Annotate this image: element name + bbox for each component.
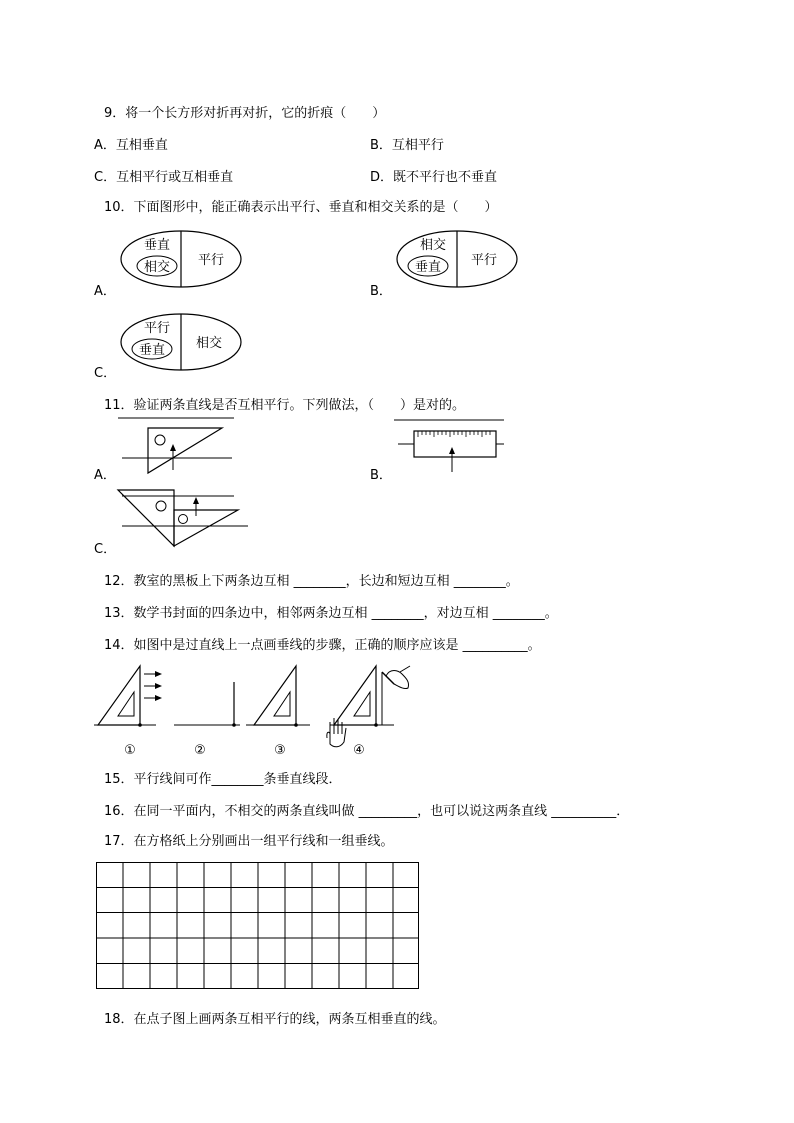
triangle-ruler-figure-a	[118, 414, 236, 476]
venn-a-right-label: 平行	[197, 253, 225, 268]
question-17: 17．在方格纸上分别画出一组平行线和一组垂线。	[104, 834, 394, 849]
question-15: 15．平行线间可作________条垂直线段．	[104, 772, 342, 787]
question-9-option-a: A．互相垂直	[94, 138, 168, 153]
step-label-2: ②	[194, 743, 206, 758]
ruler-figure-b	[394, 414, 508, 476]
grid-paper[interactable]	[96, 862, 422, 992]
question-9-option-d: D．既不平行也不垂直	[370, 170, 498, 185]
step-label-1: ①	[124, 743, 136, 758]
venn-figure-b	[396, 230, 520, 290]
venn-b-inner-label: 垂直	[414, 260, 442, 275]
question-9-stem: 9．将一个长方形对折再对折，它的折痕（ ）	[104, 106, 386, 121]
question-13: 13．数学书封面的四条边中，相邻两条边互相 ________，对边互相 ________。	[104, 606, 558, 621]
venn-a-top-label: 垂直	[143, 238, 171, 253]
question-14-stem: 14．如图中是过直线上一点画垂线的步骤，正确的顺序应该是 __________。	[104, 638, 541, 653]
question-11-option-a: A．	[94, 468, 116, 483]
venn-c-inner-label: 垂直	[138, 343, 166, 358]
question-9-option-b: B．互相平行	[370, 138, 444, 153]
venn-b-right-label: 平行	[470, 253, 498, 268]
question-10-stem: 10．下面图形中，能正确表示出平行、垂直和相交关系的是（ ）	[104, 200, 498, 215]
question-11-option-c: C．	[94, 542, 117, 557]
question-11-stem: 11．验证两条直线是否互相平行。下列做法，（ ）是对的。	[104, 398, 466, 413]
venn-figure-a	[120, 230, 244, 290]
venn-c-top-label: 平行	[143, 321, 171, 336]
venn-figure-c	[120, 313, 244, 373]
perpendicular-steps-figure	[94, 662, 414, 758]
triangle-ruler-figure-c	[116, 486, 250, 550]
question-16: 16．在同一平面内，不相交的两条直线叫做 _________，也可以说这两条直线 __________．	[104, 804, 630, 819]
step-label-3: ③	[274, 743, 286, 758]
question-11-option-b: B．	[370, 468, 392, 483]
question-12: 12．教室的黑板上下两条边互相 ________，长边和短边互相 ________。	[104, 574, 519, 589]
question-18: 18．在点子图上画两条互相平行的线，两条互相垂直的线。	[104, 1012, 446, 1027]
step-label-4: ④	[353, 743, 365, 758]
venn-c-right-label: 相交	[195, 336, 223, 351]
venn-a-inner-label: 相交	[143, 260, 171, 275]
question-9-option-c: C．互相平行或互相垂直	[94, 170, 234, 185]
question-10-option-a: A．	[94, 284, 116, 299]
venn-b-top-label: 相交	[419, 238, 447, 253]
question-10-option-c: C．	[94, 366, 117, 381]
question-10-option-b: B．	[370, 284, 392, 299]
